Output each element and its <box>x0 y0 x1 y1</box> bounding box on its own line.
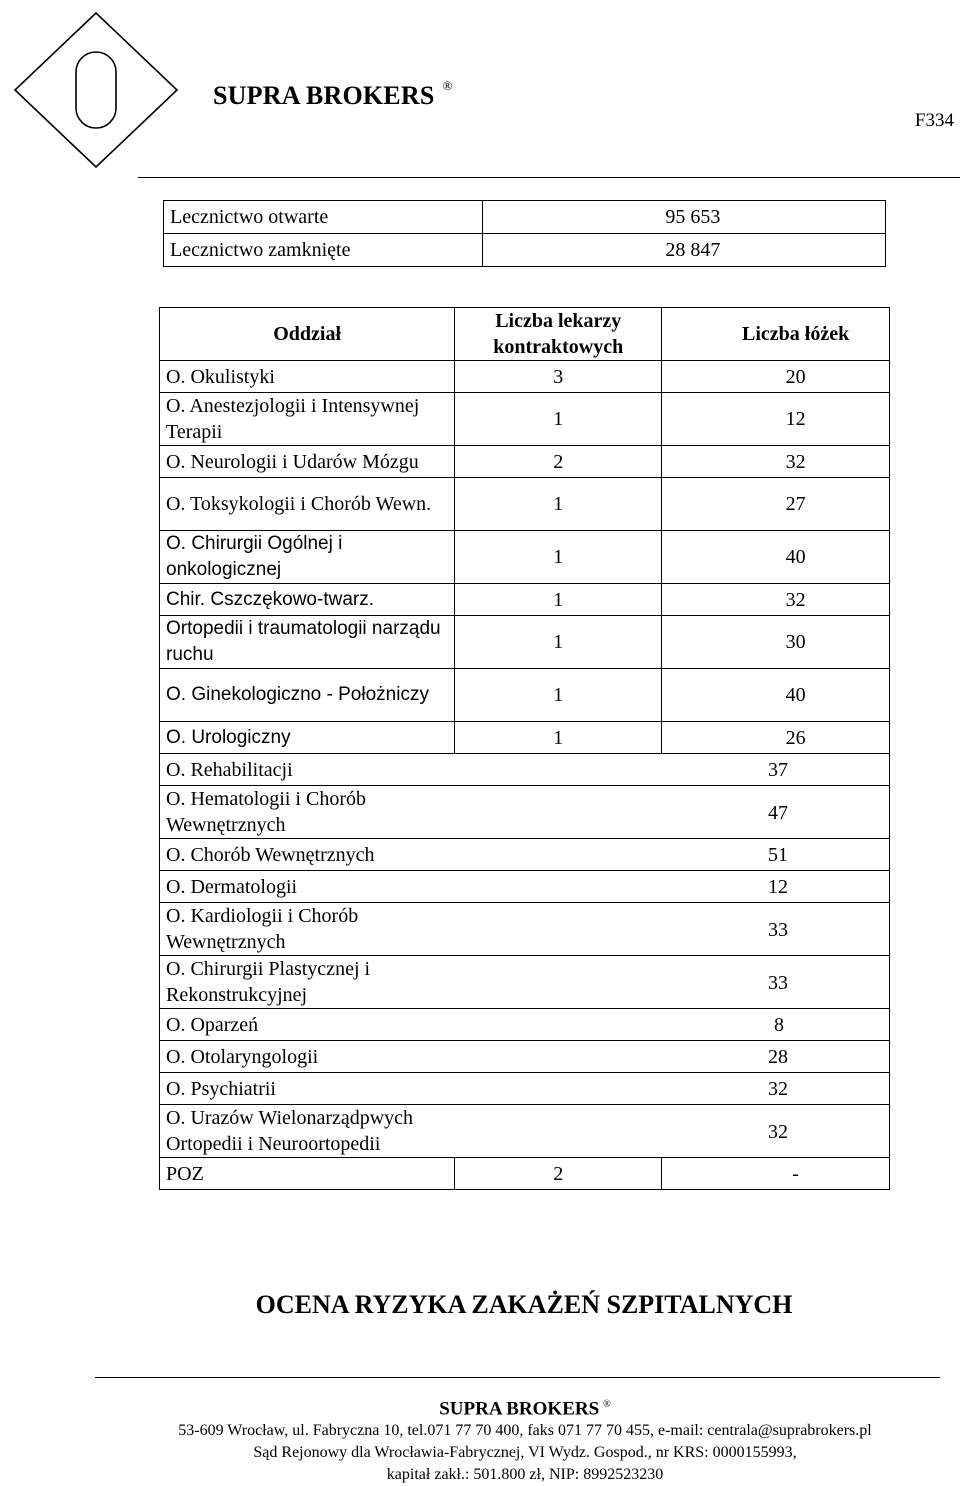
table-row <box>160 393 890 446</box>
department-wide-cell <box>160 839 890 871</box>
beds-cell: 12 <box>662 393 890 446</box>
summary-value: 28 847 <box>482 234 885 267</box>
table-row <box>160 531 890 584</box>
department-wide-cell <box>160 786 890 839</box>
table-row <box>160 956 890 1009</box>
brand-name: SUPRA BROKERS ® <box>213 78 453 110</box>
beds-cell: 20 <box>662 361 890 393</box>
company-logo <box>12 10 180 170</box>
department-wide-cell <box>160 903 890 956</box>
department-cell: O. Okulistyki <box>160 361 455 393</box>
table-row <box>160 786 890 839</box>
beds-cell: 32 <box>768 1077 788 1100</box>
department-cell: O. Psychiatrii <box>166 1077 276 1100</box>
beds-cell: 51 <box>768 843 788 866</box>
department-wide-cell <box>160 956 890 1009</box>
department-cell: O. Chirurgii Ogólnej i onkologicznej <box>160 531 455 584</box>
table-row <box>160 446 890 478</box>
department-cell: O. Toksykologii i Chorób Wewn. <box>160 478 455 531</box>
department-cell: O. Rehabilitacji <box>166 758 293 781</box>
department-wide-cell <box>160 754 890 786</box>
summary-row <box>164 201 886 234</box>
department-cell: Ortopedii i traumatologii narządu ruchu <box>160 616 455 669</box>
footer-address: 53-609 Wrocław, ul. Fabryczna 10, tel.071 77 70 400, faks 071 77 70 455, e-mail: centrala@suprabrokers.pl <box>178 1422 872 1440</box>
department-cell: O. Chirurgii Plastycznej i Rekonstrukcyjnej <box>166 958 371 1006</box>
doctors-cell: 1 <box>455 531 662 584</box>
departments-table <box>159 307 890 1190</box>
header-beds: Liczba łóżek <box>662 308 890 361</box>
footer <box>90 1394 960 1486</box>
table-row <box>160 669 890 722</box>
document-code: F334 <box>914 110 954 131</box>
footer-divider <box>95 1377 940 1378</box>
department-wide-cell <box>160 1009 890 1041</box>
beds-cell: 33 <box>768 919 788 941</box>
department-wide-cell <box>160 1073 890 1105</box>
table-row <box>160 361 890 393</box>
beds-cell: 32 <box>662 584 890 616</box>
beds-cell: 8 <box>774 1013 784 1036</box>
beds-cell: 12 <box>768 875 788 898</box>
department-cell: O. Urazów Wielonarządpwych Ortopedii i Neuroortopedii <box>166 1107 414 1155</box>
table-row <box>160 616 890 669</box>
beds-cell: 47 <box>768 802 788 824</box>
department-cell: O. Ginekologiczno - Położniczy <box>160 669 455 722</box>
department-wide-cell <box>160 1041 890 1073</box>
table-row <box>160 584 890 616</box>
department-cell: O. Neurologii i Udarów Mózgu <box>160 446 455 478</box>
beds-cell: 40 <box>662 669 890 722</box>
department-wide-cell <box>160 871 890 903</box>
beds-cell: 33 <box>768 972 788 994</box>
table-row <box>160 903 890 956</box>
doctors-cell: 1 <box>455 669 662 722</box>
summary-row <box>164 234 886 267</box>
beds-cell: 28 <box>768 1045 788 1068</box>
table-row <box>160 839 890 871</box>
doctors-cell: 1 <box>455 616 662 669</box>
department-cell: O. Kardiologii i Chorób Wewnętrznych <box>166 905 359 953</box>
doctors-cell: 2 <box>455 1158 662 1190</box>
footer-court: Sąd Rejonowy dla Wrocławia-Fabrycznej, VI Wydz. Gospod., nr KRS: 0000155993, <box>253 1444 797 1462</box>
summary-table <box>163 200 886 267</box>
beds-cell: 27 <box>662 478 890 531</box>
section-heading: OCENA RYZYKA ZAKAŻEŃ SZPITALNYCH <box>255 1290 793 1319</box>
footer-capital: kapitał zakł.: 501.800 zł, NIP: 8992523230 <box>386 1466 664 1484</box>
beds-cell: 32 <box>768 1121 788 1143</box>
summary-label: Lecznictwo zamknięte <box>164 234 483 267</box>
department-cell: Chir. Cszczękowo-twarz. <box>160 584 455 616</box>
beds-cell: 30 <box>662 616 890 669</box>
doctors-cell: 1 <box>455 722 662 754</box>
table-row <box>160 722 890 754</box>
table-row <box>160 1158 890 1190</box>
department-cell: O. Anestezjologii i Intensywnej Terapii <box>160 393 455 446</box>
registered-mark: ® <box>442 78 453 93</box>
summary-label: Lecznictwo otwarte <box>164 201 483 234</box>
department-cell: O. Dermatologii <box>166 875 298 898</box>
department-cell: POZ <box>160 1158 455 1190</box>
table-header-row <box>160 308 890 361</box>
department-cell: O. Chorób Wewnętrznych <box>166 843 375 866</box>
doctors-cell: 1 <box>455 478 662 531</box>
header-doctors: Liczba lekarzy kontraktowych <box>455 308 662 361</box>
table-row <box>160 478 890 531</box>
doctors-cell: 1 <box>455 393 662 446</box>
header-divider <box>138 177 960 178</box>
table-row <box>160 1105 890 1158</box>
department-wide-cell <box>160 1105 890 1158</box>
table-row <box>160 1073 890 1105</box>
doctors-cell: 2 <box>455 446 662 478</box>
doctors-cell: 1 <box>455 584 662 616</box>
beds-cell: - <box>662 1158 890 1190</box>
beds-cell: 40 <box>662 531 890 584</box>
table-row <box>160 1009 890 1041</box>
table-row <box>160 1041 890 1073</box>
summary-value: 95 653 <box>482 201 885 234</box>
footer-registered-mark: ® <box>603 1399 611 1410</box>
beds-cell: 26 <box>662 722 890 754</box>
doctors-cell: 3 <box>455 361 662 393</box>
department-cell: O. Oparzeń <box>166 1013 259 1036</box>
beds-cell: 32 <box>662 446 890 478</box>
table-row <box>160 871 890 903</box>
department-cell: O. Otolaryngologii <box>166 1045 319 1068</box>
footer-brand: SUPRA BROKERS ® <box>439 1398 611 1420</box>
department-cell: O. Hematologii i Chorób Wewnętrznych <box>166 788 366 836</box>
table-row <box>160 754 890 786</box>
beds-cell: 37 <box>768 758 788 781</box>
header-department: Oddział <box>160 308 455 361</box>
department-cell: O. Urologiczny <box>160 722 455 754</box>
